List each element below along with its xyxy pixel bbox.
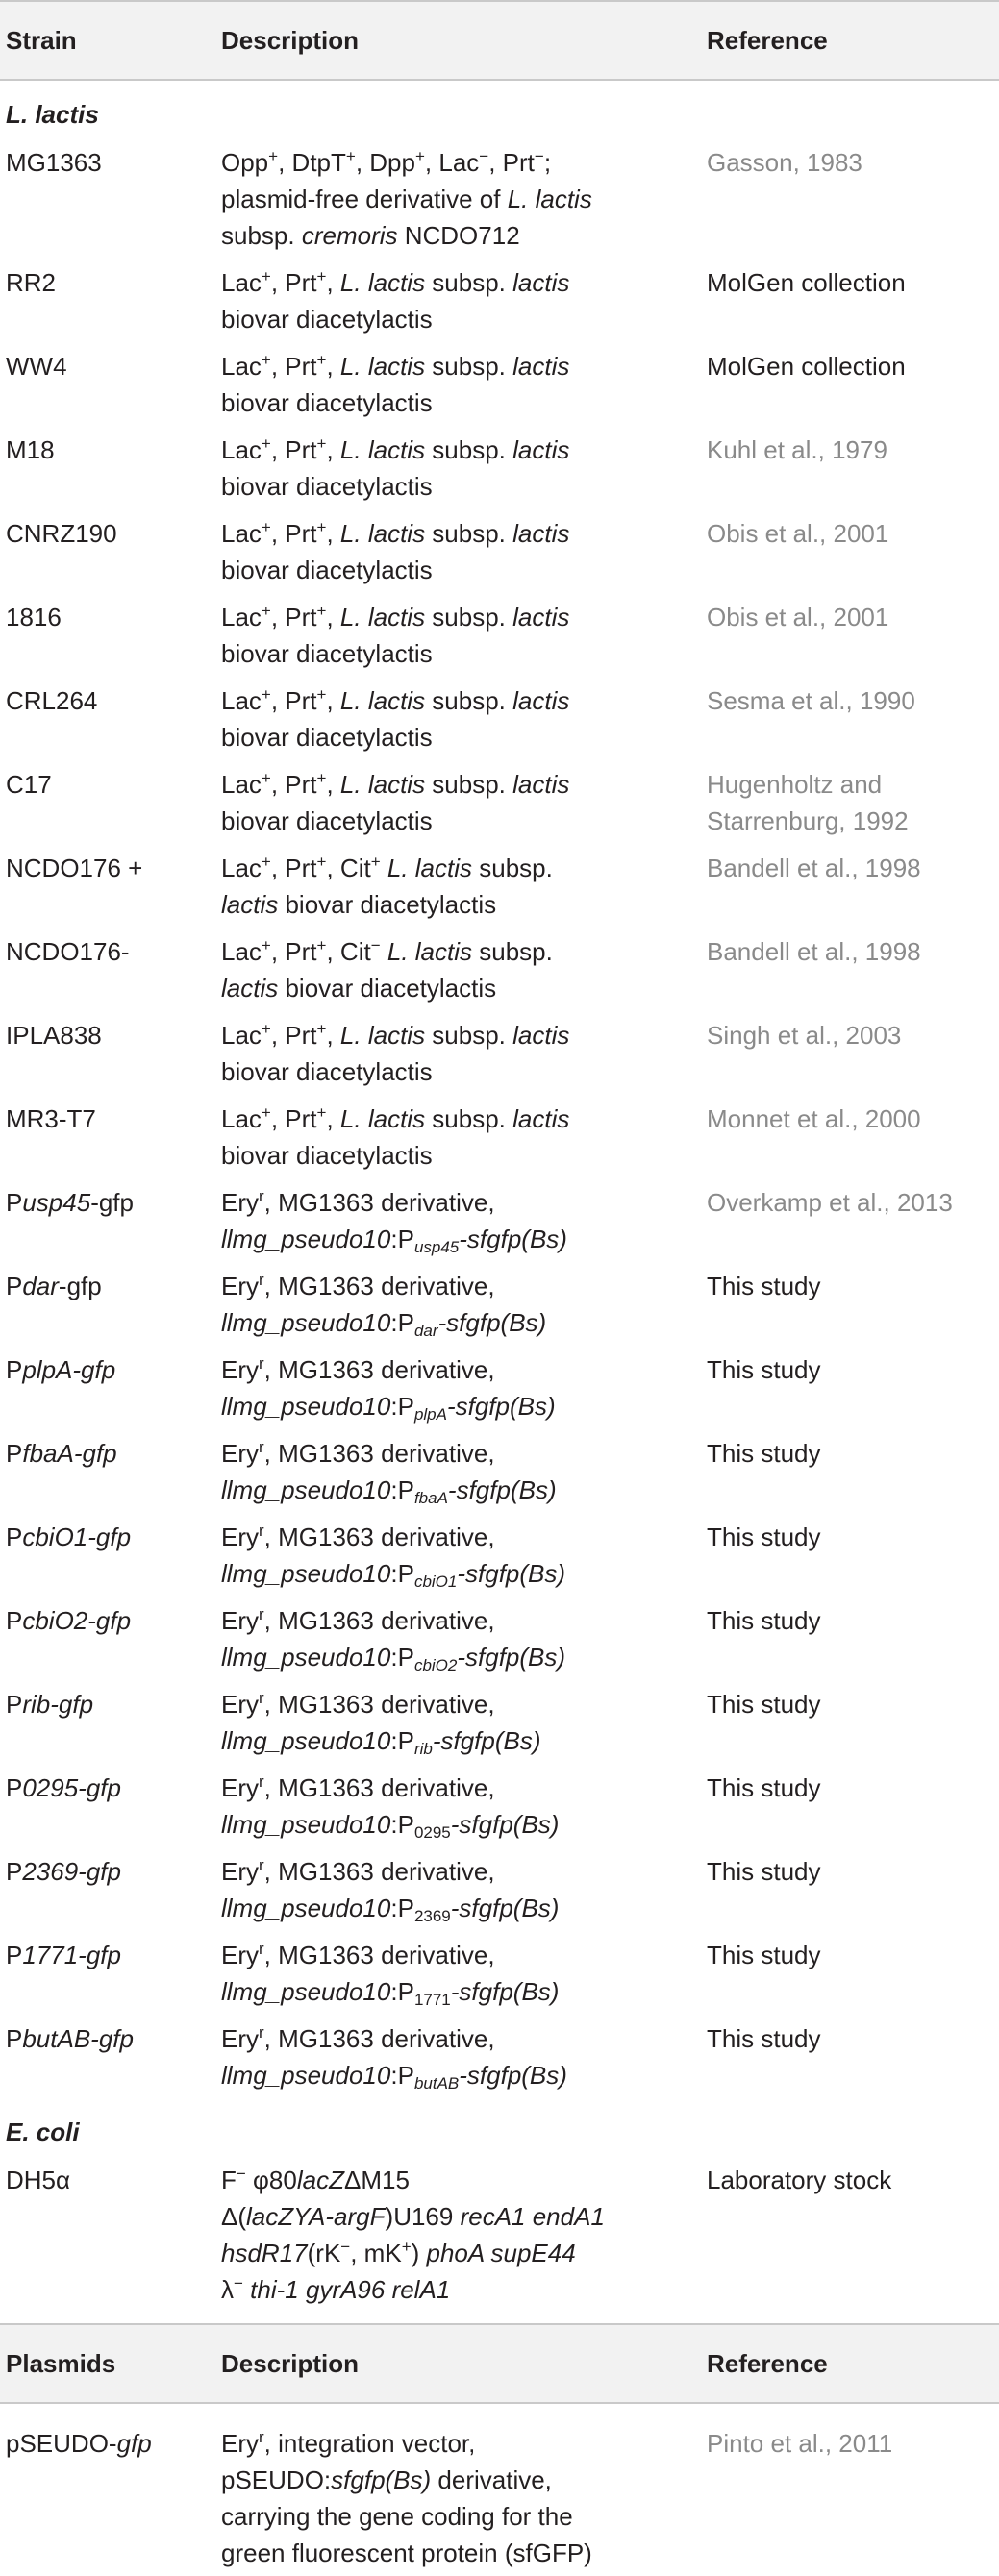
strain-name: PcbiO1-gfp — [6, 1523, 132, 1551]
strain-reference: Bandell et al., 1998 — [707, 937, 921, 966]
strain-description: Ery$^r$, MG1363 derivative, $llmg\_pseudo10:P_{0295}-sfgfp(Bs)$ — [221, 1772, 560, 1842]
col-header-description: Description — [221, 1, 707, 80]
strain-name: P1771-gfp — [6, 1941, 121, 1969]
strain-reference: Kuhl et al., 1979 — [707, 435, 887, 464]
strain-description: Ery$^r$, MG1363 derivative, $llmg\_pseudo10:P_{butAB}-sfgfp(Bs)$ — [221, 2023, 567, 2093]
strain-description: Ery$^r$, MG1363 derivative, $llmg\_pseudo10:P_{cbiO2}-sfgfp(Bs)$ — [221, 1605, 566, 1674]
strain-reference: Hugenholtz and Starrenburg, 1992 — [707, 770, 909, 835]
group-label: L. lactis — [6, 100, 99, 129]
table-row — [0, 1931, 999, 2015]
strain-reference: This study — [707, 1857, 821, 1886]
strain-name: CNRZ190 — [6, 519, 117, 548]
strain-reference: This study — [707, 1606, 821, 1635]
strain-description: F− φ80lacZΔM15 Δ(lacZYA-argF)U169 recA1 endA1 hsdR17(rK−, mK+) phoA supE44 λ− thi-1 gyrA96 relA1 — [221, 2165, 605, 2304]
table-row — [0, 342, 999, 426]
strain-description: Lac+, Prt+, L. lactis subsp. lactis biovar diacetylactis — [221, 351, 570, 417]
strain-description: Lac+, Prt+, L. lactis subsp. lactis biovar diacetylactis — [221, 769, 570, 835]
plasmid-description: Ery$^r$, integration vector, pSEUDO:sfgfp(Bs) derivative, carrying the gene coding for the green fluorescent protein (sfGFP) — [221, 2428, 592, 2567]
strain-name: DH5α — [6, 2166, 71, 2194]
table-row — [0, 1680, 999, 1764]
plasmid-reference: Pinto et al., 2011 — [707, 2429, 893, 2458]
strain-name: Pusp45-gfp — [6, 1188, 134, 1217]
strain-reference: This study — [707, 1941, 821, 1969]
strain-name: Pdar-gfp — [6, 1272, 102, 1300]
strain-reference: MolGen collection — [707, 352, 906, 381]
table-row — [0, 1178, 999, 1262]
table-row — [0, 2156, 999, 2324]
strain-reference: Overkamp et al., 2013 — [707, 1188, 953, 1217]
strain-reference: Gasson, 1983 — [707, 148, 862, 177]
strain-name: Prib-gfp — [6, 1690, 94, 1719]
strain-description: Ery$^r$, MG1363 derivative, $llmg\_pseudo10:P_{usp45}-sfgfp(Bs)$ — [221, 1187, 567, 1256]
table-row — [0, 844, 999, 928]
strain-description: Lac+, Prt+, L. lactis subsp. lactis biovar diacetylactis — [221, 1020, 570, 1086]
plasmids-header — [0, 2324, 999, 2403]
group-row-lactis — [0, 80, 999, 138]
table-row — [0, 928, 999, 1011]
table-row — [0, 1095, 999, 1178]
strain-name: 1816 — [6, 603, 62, 632]
table-header — [0, 1, 999, 80]
strain-description: Lac+, Prt+, Cit− L. lactis subsp. lactis biovar diacetylactis — [221, 936, 553, 1003]
strain-description: Lac+, Prt+, L. lactis subsp. lactis biovar diacetylactis — [221, 267, 570, 334]
table-row — [0, 593, 999, 677]
strain-description: Ery$^r$, MG1363 derivative, $llmg\_pseudo10:P_{1771}-sfgfp(Bs)$ — [221, 1940, 560, 2009]
table-row — [0, 1011, 999, 1095]
table-row — [0, 1513, 999, 1597]
plasmid-name: pSEUDO-gfp — [6, 2429, 152, 2458]
strain-name: WW4 — [6, 352, 67, 381]
strain-name: C17 — [6, 770, 52, 799]
strain-description: Ery$^r$, MG1363 derivative, $llmg\_pseudo10:P_{cbiO1}-sfgfp(Bs)$ — [221, 1522, 566, 1591]
strain-reference: This study — [707, 1523, 821, 1551]
strain-description: Lac+, Prt+, L. lactis subsp. lactis biovar diacetylactis — [221, 685, 570, 752]
col-header-plasmids: Plasmids — [0, 2324, 221, 2403]
table-row — [0, 2403, 999, 2576]
table-row — [0, 259, 999, 342]
table-row — [0, 1429, 999, 1513]
strain-description: Opp+, DtpT+, Dpp+, Lac−, Prt−; plasmid-free derivative of L. lactis subsp. cremoris NCDO712 — [221, 147, 592, 250]
table-row — [0, 677, 999, 760]
group-label: E. coli — [6, 2118, 80, 2146]
strain-name: MR3-T7 — [6, 1104, 96, 1133]
table-row — [0, 1764, 999, 1847]
strain-description: Ery$^r$, MG1363 derivative, $llmg\_pseudo10:P_{fbaA}-sfgfp(Bs)$ — [221, 1438, 557, 1507]
strain-name: PbutAB-gfp — [6, 2024, 134, 2053]
strain-reference: Obis et al., 2001 — [707, 603, 889, 632]
strain-name: PplpA-gfp — [6, 1355, 116, 1384]
strain-reference: This study — [707, 1773, 821, 1802]
table-row — [0, 760, 999, 844]
table-row — [0, 1597, 999, 1680]
strain-name: NCDO176- — [6, 937, 130, 966]
strain-reference: This study — [707, 2024, 821, 2053]
strain-name: NCDO176 + — [6, 854, 143, 882]
strain-name: RR2 — [6, 268, 57, 297]
strain-reference: Laboratory stock — [707, 2166, 892, 2194]
col-header-description: Description — [221, 2324, 707, 2403]
strain-reference: This study — [707, 1355, 821, 1384]
strain-name: PcbiO2-gfp — [6, 1606, 132, 1635]
strain-description: Lac+, Prt+, L. lactis subsp. lactis biovar diacetylactis — [221, 518, 570, 584]
strain-name: CRL264 — [6, 686, 98, 715]
strain-reference: Monnet et al., 2000 — [707, 1104, 921, 1133]
strain-reference: Sesma et al., 1990 — [707, 686, 915, 715]
strain-description: Lac+, Prt+, Cit+ L. lactis subsp. lactis biovar diacetylactis — [221, 853, 553, 919]
table-row — [0, 1346, 999, 1429]
strain-reference: Bandell et al., 1998 — [707, 854, 921, 882]
table-row — [0, 2015, 999, 2098]
strain-description: Ery$^r$, MG1363 derivative, $llmg\_pseudo10:P_{plpA}-sfgfp(Bs)$ — [221, 1354, 556, 1424]
strain-name: PfbaA-gfp — [6, 1439, 117, 1468]
table-row — [0, 1847, 999, 1931]
group-row-ecoli — [0, 2098, 999, 2156]
strain-reference: Singh et al., 2003 — [707, 1021, 902, 1050]
strain-name: MG1363 — [6, 148, 102, 177]
strain-description: Ery$^r$, MG1363 derivative, $llmg\_pseudo10:P_{2369}-sfgfp(Bs)$ — [221, 1856, 560, 1925]
strain-name: IPLA838 — [6, 1021, 102, 1050]
col-header-strain: Strain — [0, 1, 221, 80]
strain-reference: This study — [707, 1439, 821, 1468]
col-header-reference: Reference — [707, 2324, 999, 2403]
strain-name: M18 — [6, 435, 55, 464]
strain-description: Lac+, Prt+, L. lactis subsp. lactis biovar diacetylactis — [221, 434, 570, 501]
strain-reference: This study — [707, 1690, 821, 1719]
table-row — [0, 509, 999, 593]
strain-description: Lac+, Prt+, L. lactis subsp. lactis biovar diacetylactis — [221, 1103, 570, 1170]
strain-description: Ery$^r$, MG1363 derivative, $llmg\_pseudo10:P_{dar}-sfgfp(Bs)$ — [221, 1271, 547, 1340]
table-row — [0, 426, 999, 509]
col-header-reference: Reference — [707, 1, 999, 80]
table-row — [0, 1262, 999, 1346]
strain-reference: This study — [707, 1272, 821, 1300]
table-row — [0, 138, 999, 259]
strain-name: P2369-gfp — [6, 1857, 121, 1886]
strain-reference: MolGen collection — [707, 268, 906, 297]
strain-reference: Obis et al., 2001 — [707, 519, 889, 548]
strain-description: Ery$^r$, MG1363 derivative, $llmg\_pseudo10:P_{rib}-sfgfp(Bs)$ — [221, 1689, 541, 1758]
strain-description: Lac+, Prt+, L. lactis subsp. lactis biovar diacetylactis — [221, 602, 570, 668]
strain-name: P0295-gfp — [6, 1773, 121, 1802]
